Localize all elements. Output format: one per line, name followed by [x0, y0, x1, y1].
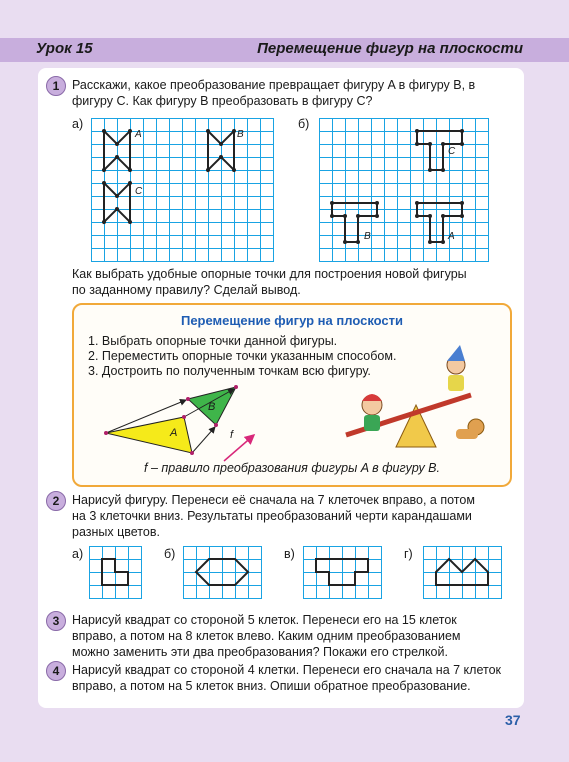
figure-a-t-label: A — [448, 231, 455, 242]
task-number-4: 4 — [46, 661, 66, 681]
figure-a-shape — [104, 131, 130, 170]
task2-shape-b — [183, 546, 261, 598]
task2-grid-c — [303, 546, 382, 599]
rule-caption: f – правило преобразования фигуры A в фигуру B. — [144, 461, 440, 475]
figure-b-t-label: B — [364, 231, 371, 242]
task1-part-b-label: б) — [298, 117, 310, 131]
task1-text-line1: Расскажи, какое преобразование превращает фигуру A в фигуру B, в — [72, 78, 476, 92]
task2-part-a-label: а) — [72, 547, 84, 561]
figure-a-t-shape — [417, 203, 462, 242]
lesson-header — [0, 38, 569, 62]
task1-grid-b — [319, 118, 489, 262]
kids-seesaw-illustration — [336, 335, 486, 455]
page-number: 37 — [505, 712, 521, 728]
task2-grid-b — [183, 546, 262, 599]
task3-text-line2: вправо, а потом на 8 клеток влево. Каким одним преобразованием — [72, 629, 461, 643]
task2-part-b-label: б) — [164, 547, 176, 561]
task1-question-line2: по заданному правилу? Сделай вывод. — [72, 283, 301, 297]
task3-text-line1: Нарисуй квадрат со стороной 5 клеток. Перенеси его на 15 клеток — [72, 613, 457, 627]
vector-arrow-3 — [192, 427, 215, 453]
triangle-a — [106, 417, 192, 453]
task3-text-line3: можно заменить эти два преобразования? Покажи его стрелкой. — [72, 645, 448, 659]
task1-grid-b-figures — [319, 118, 488, 261]
figure-a-label: A — [135, 129, 142, 140]
task2-part-d-label: г) — [404, 547, 413, 561]
task2-part-c-label: в) — [284, 547, 295, 561]
task2-grid-a — [89, 546, 142, 599]
lesson-number: Урок 15 — [36, 40, 93, 57]
rule-step-2: 2. Переместить опорные точки указанным способом. — [88, 349, 397, 363]
lesson-topic: Перемещение фигур на плоскости — [257, 40, 523, 57]
rule-f-arrow — [224, 435, 254, 461]
task-number-3: 3 — [46, 611, 66, 631]
figure-c-shape — [104, 183, 130, 222]
rule-box — [72, 303, 512, 487]
figure-b-shape — [208, 131, 234, 170]
task4-text-line1: Нарисуй квадрат со стороной 4 клетки. Перенеси его сначала на 7 клеток — [72, 663, 501, 677]
figure-c-t-label: C — [448, 146, 456, 157]
task2-text-line2: на 3 клеточки вниз. Результаты преобразований черти карандашами — [72, 509, 472, 523]
task2-shape-a — [89, 546, 141, 598]
task2-text-line3: разных цветов. — [72, 525, 160, 539]
task2-text-line1: Нарисуй фигуру. Перенеси её сначала на 7 клеточек вправо, а потом — [72, 493, 475, 507]
task1-grid-a — [91, 118, 274, 262]
task1-text-line2: фигуру C. Как фигуру B преобразовать в фигуру C? — [72, 94, 373, 108]
translation-diagram — [104, 383, 304, 463]
task1-question-line1: Как выбрать удобные опорные точки для построения новой фигуры — [72, 267, 467, 281]
task2-grid-d — [423, 546, 502, 599]
task4-text-line2: вправо, а потом на 5 клеток вниз. Опиши обратное преобразование. — [72, 679, 471, 693]
rule-title: Перемещение фигур на плоскости — [180, 313, 404, 328]
task2-shape-c — [303, 546, 381, 598]
figure-b-label: B — [237, 129, 244, 140]
task-number-2: 2 — [46, 491, 66, 511]
task-number-1: 1 — [46, 76, 66, 96]
figure-c-t-shape — [417, 131, 462, 170]
rule-f-label: f — [230, 429, 234, 441]
task1-grid-a-figures — [91, 118, 273, 261]
rule-step-3: 3. Достроить по полученным точкам всю фигуру. — [88, 364, 371, 378]
triangle-b-label: B — [208, 401, 216, 413]
task1-part-a-label: а) — [72, 117, 84, 131]
triangle-a-label: A — [170, 427, 178, 439]
rule-step-1: 1. Выбрать опорные точки данной фигуры. — [88, 334, 338, 348]
task2-shape-d — [423, 546, 501, 598]
figure-c-label: C — [135, 186, 143, 197]
